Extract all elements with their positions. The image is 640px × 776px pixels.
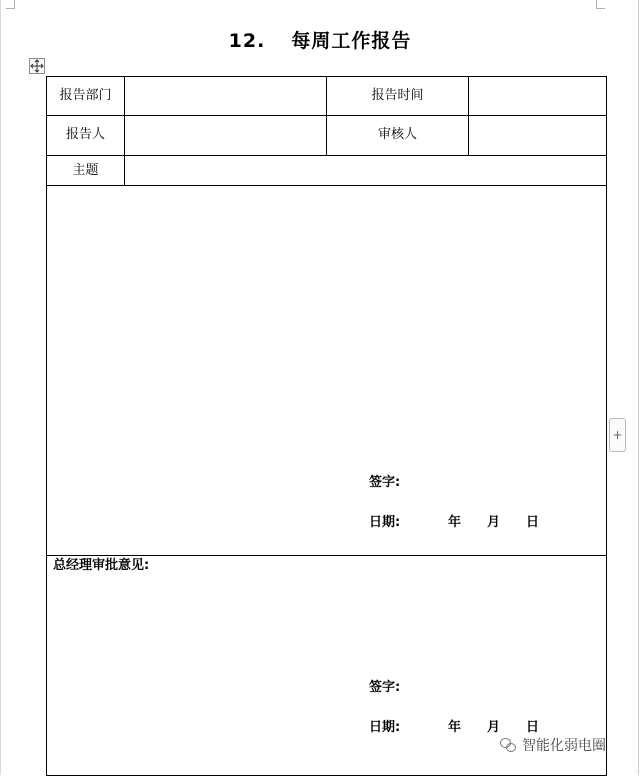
date-label: 日期: (369, 515, 401, 530)
reviewer-field[interactable] (469, 116, 606, 155)
watermark-text: 智能化弱电圈 (522, 738, 606, 754)
date-month-label: 月 (487, 515, 501, 530)
reporter-label: 报告人 (65, 127, 105, 142)
approval-content-area[interactable] (47, 575, 606, 675)
approval-year-label: 年 (448, 720, 462, 735)
reporter-field[interactable] (125, 116, 326, 155)
date-year-label: 年 (448, 515, 462, 530)
title-number: 12. (228, 30, 266, 52)
document-title (0, 26, 640, 53)
approval-heading: 总经理审批意见: (53, 558, 150, 573)
dept-field[interactable] (125, 77, 326, 115)
approval-day-label: 日 (526, 720, 540, 735)
table-rule (47, 555, 606, 556)
report-time-label: 报告时间 (371, 88, 424, 103)
plus-icon[interactable]: + (609, 418, 626, 452)
subject-label: 主题 (72, 163, 99, 178)
signature-label: 签字: (369, 475, 401, 490)
page-corner-mark (6, 0, 15, 9)
approval-signature-label: 签字: (369, 680, 401, 695)
dept-label: 报告部门 (59, 88, 112, 103)
wechat-icon (500, 738, 516, 752)
move-cross-icon[interactable] (29, 58, 45, 74)
title-text: 每周工作报告 (291, 30, 412, 52)
report-time-field[interactable] (469, 77, 606, 115)
subject-field[interactable] (125, 156, 606, 185)
watermark (500, 735, 606, 755)
weekly-report-form (46, 76, 607, 776)
page-corner-mark (596, 0, 605, 9)
approval-date-label: 日期: (369, 720, 401, 735)
reviewer-label: 审核人 (377, 127, 417, 142)
approval-month-label: 月 (487, 720, 501, 735)
date-day-label: 日 (526, 515, 540, 530)
report-content-area[interactable] (47, 186, 606, 476)
